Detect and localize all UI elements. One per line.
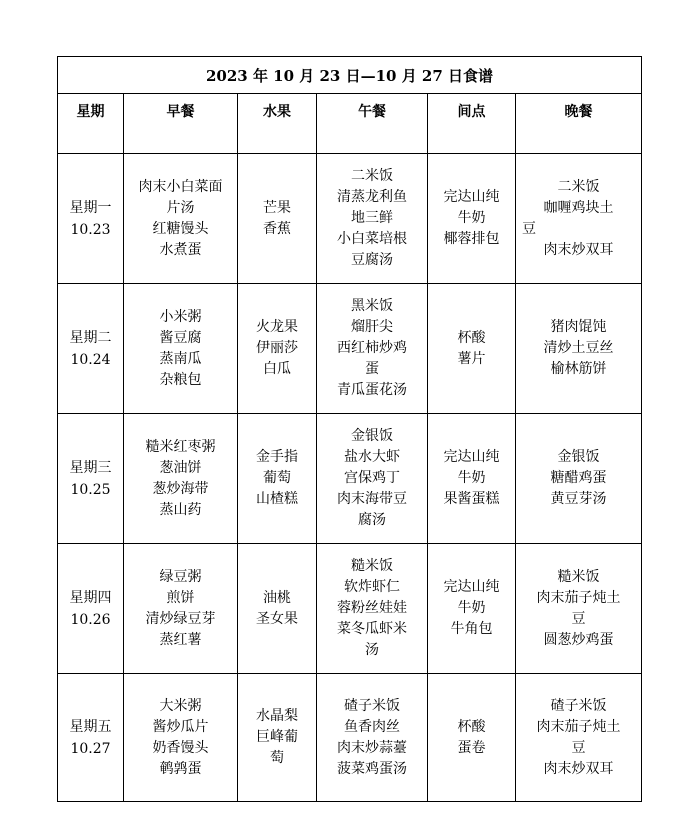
menu-item: 绿豆粥 <box>159 568 202 585</box>
menu-item: 水煮蛋 <box>159 241 202 258</box>
snack-cell <box>428 284 516 414</box>
menu-item: 火龙果 <box>256 319 298 335</box>
menu-item: 香蕉 <box>263 220 291 237</box>
day-name: 星期一 <box>69 199 112 216</box>
menu-item: 豆 <box>571 739 586 756</box>
menu-item: 宫保鸡丁 <box>344 470 400 486</box>
day-cell <box>58 674 124 802</box>
dinner-cell <box>516 544 642 674</box>
fruit-cell <box>238 414 317 544</box>
menu-item: 软炸虾仁 <box>344 579 400 595</box>
header-snack: 间点 <box>428 94 516 154</box>
menu-item: 清蒸龙利鱼 <box>337 189 407 205</box>
header-breakfast: 早餐 <box>124 94 238 154</box>
menu-item: 鹌鹑蛋 <box>159 760 202 777</box>
header-lunch: 午餐 <box>317 94 428 154</box>
day-cell <box>58 154 124 284</box>
menu-item: 椰蓉排包 <box>443 231 500 247</box>
menu-item: 青瓜蛋花汤 <box>337 382 407 398</box>
menu-item: 菠菜鸡蛋汤 <box>337 760 407 777</box>
menu-item: 糙米红枣粥 <box>145 438 216 455</box>
menu-item: 猪肉馄饨 <box>550 319 607 335</box>
menu-item: 水晶梨 <box>256 708 298 724</box>
menu-item: 豆 <box>522 220 536 237</box>
menu-item: 完达山纯 <box>443 449 500 465</box>
day-row-wednesday <box>58 414 642 544</box>
menu-item: 葱油饼 <box>159 459 202 476</box>
menu-item: 二米饭 <box>557 178 600 195</box>
menu-item: 西红柿炒鸡 <box>337 340 407 356</box>
menu-title: 2023 年 10 月 23 日—10 月 27 日食谱 <box>58 57 642 94</box>
menu-item: 二米饭 <box>351 168 393 184</box>
menu-item: 牛奶 <box>457 600 486 616</box>
menu-item: 萄 <box>270 750 284 766</box>
menu-item: 酱炒瓜片 <box>152 718 209 735</box>
menu-item: 豆 <box>571 610 586 627</box>
menu-item: 圆葱炒鸡蛋 <box>543 631 614 648</box>
snack-cell <box>428 154 516 284</box>
fruit-cell <box>238 674 317 802</box>
menu-item: 黑米饭 <box>351 298 393 314</box>
day-date: 10.26 <box>70 611 111 628</box>
menu-item: 圣女果 <box>256 610 298 627</box>
dinner-cell <box>516 414 642 544</box>
header-day: 星期 <box>58 94 124 154</box>
day-cell <box>58 414 124 544</box>
menu-item: 鱼香肉丝 <box>344 718 400 735</box>
menu-table <box>57 56 642 802</box>
menu-item: 金银饭 <box>351 428 393 444</box>
menu-item: 黄豆芽汤 <box>550 491 607 507</box>
menu-item: 蒸南瓜 <box>159 350 202 367</box>
menu-item: 蒸山药 <box>159 501 202 518</box>
menu-item: 大米粥 <box>159 697 202 714</box>
lunch-cell <box>317 154 428 284</box>
menu-item: 糖醋鸡蛋 <box>550 470 607 486</box>
menu-item: 煎饼 <box>166 589 195 606</box>
menu-item: 白瓜 <box>263 361 291 377</box>
menu-item: 杯酸 <box>457 718 486 735</box>
day-cell <box>58 284 124 414</box>
menu-item: 汤 <box>365 642 379 658</box>
menu-item: 熘肝尖 <box>351 319 393 335</box>
menu-item: 蛋卷 <box>457 739 486 756</box>
header-fruit: 水果 <box>238 94 317 154</box>
day-row-monday <box>58 154 642 284</box>
day-row-tuesday <box>58 284 642 414</box>
day-date: 10.25 <box>70 481 111 498</box>
day-name: 星期三 <box>69 459 112 476</box>
menu-item: 薯片 <box>457 350 486 367</box>
menu-item: 小米粥 <box>159 308 202 325</box>
menu-item: 片汤 <box>166 199 195 216</box>
menu-item: 山楂糕 <box>256 491 298 507</box>
menu-item: 酱豆腐 <box>159 329 202 346</box>
menu-item: 蒸红薯 <box>159 631 202 648</box>
day-row-thursday <box>58 544 642 674</box>
day-date: 10.27 <box>70 740 111 757</box>
menu-item: 芒果 <box>263 199 291 216</box>
menu-item: 金手指 <box>256 449 298 465</box>
snack-cell <box>428 414 516 544</box>
menu-item: 葱炒海带 <box>152 480 209 497</box>
day-name: 星期四 <box>69 589 112 606</box>
menu-item: 果酱蛋糕 <box>443 491 500 507</box>
lunch-cell <box>317 674 428 802</box>
menu-item: 油桃 <box>263 589 291 606</box>
menu-item: 伊丽莎 <box>256 340 298 356</box>
menu-item: 杯酸 <box>457 329 486 346</box>
menu-item: 金银饭 <box>557 449 600 465</box>
menu-item: 碴子米饭 <box>344 697 400 714</box>
menu-item: 地三鲜 <box>351 210 393 226</box>
day-name: 星期二 <box>69 329 112 346</box>
menu-item: 糙米饭 <box>351 558 393 574</box>
menu-item: 小白菜培根 <box>337 231 407 247</box>
dinner-cell <box>516 154 642 284</box>
day-name: 星期五 <box>69 718 112 735</box>
menu-item: 完达山纯 <box>443 579 500 595</box>
lunch-cell <box>317 414 428 544</box>
lunch-cell <box>317 544 428 674</box>
menu-item: 肉末炒双耳 <box>543 760 614 777</box>
menu-item: 咖喱鸡块土 <box>543 199 614 216</box>
menu-item: 牛奶 <box>457 210 486 226</box>
menu-item: 蛋 <box>365 361 379 377</box>
menu-item: 糙米饭 <box>557 568 600 585</box>
menu-item: 葡萄 <box>263 470 291 486</box>
day-date: 10.23 <box>70 221 111 238</box>
menu-item: 盐水大虾 <box>344 449 400 465</box>
menu-item: 巨峰葡 <box>256 729 298 745</box>
menu-item: 清炒土豆丝 <box>543 340 614 356</box>
menu-item: 碴子米饭 <box>550 697 607 714</box>
menu-item: 蓉粉丝娃娃 <box>337 600 407 616</box>
day-cell <box>58 544 124 674</box>
breakfast-cell <box>124 544 238 674</box>
menu-item: 豆腐汤 <box>351 252 393 268</box>
breakfast-cell <box>124 154 238 284</box>
menu-item: 肉末茄子炖土 <box>536 589 621 606</box>
header-dinner: 晚餐 <box>516 94 642 154</box>
menu-item: 牛角包 <box>450 621 493 637</box>
day-date: 10.24 <box>70 351 111 368</box>
fruit-cell <box>238 154 317 284</box>
menu-item: 杂粮包 <box>159 371 202 388</box>
menu-item: 肉末海带豆 <box>337 491 407 507</box>
menu-item: 腐汤 <box>358 512 386 528</box>
breakfast-cell <box>124 284 238 414</box>
snack-cell <box>428 674 516 802</box>
menu-item: 肉末茄子炖土 <box>536 718 621 735</box>
day-row-friday <box>58 674 642 802</box>
breakfast-cell <box>124 674 238 802</box>
menu-item: 榆林筋饼 <box>550 361 607 377</box>
menu-item: 菜冬瓜虾米 <box>337 621 407 637</box>
menu-item: 肉末炒双耳 <box>543 241 614 258</box>
breakfast-cell <box>124 414 238 544</box>
header-row <box>58 94 642 154</box>
menu-item: 肉末小白菜面 <box>138 178 223 195</box>
dinner-cell <box>516 284 642 414</box>
menu-item: 红糖馒头 <box>152 220 209 237</box>
dinner-cell <box>516 674 642 802</box>
menu-item: 完达山纯 <box>443 189 500 205</box>
menu-item: 清炒绿豆芽 <box>145 610 216 627</box>
menu-item: 奶香馒头 <box>152 739 209 756</box>
fruit-cell <box>238 284 317 414</box>
lunch-cell <box>317 284 428 414</box>
menu-item: 牛奶 <box>457 470 486 486</box>
snack-cell <box>428 544 516 674</box>
fruit-cell <box>238 544 317 674</box>
menu-item: 肉末炒蒜薹 <box>337 739 407 756</box>
